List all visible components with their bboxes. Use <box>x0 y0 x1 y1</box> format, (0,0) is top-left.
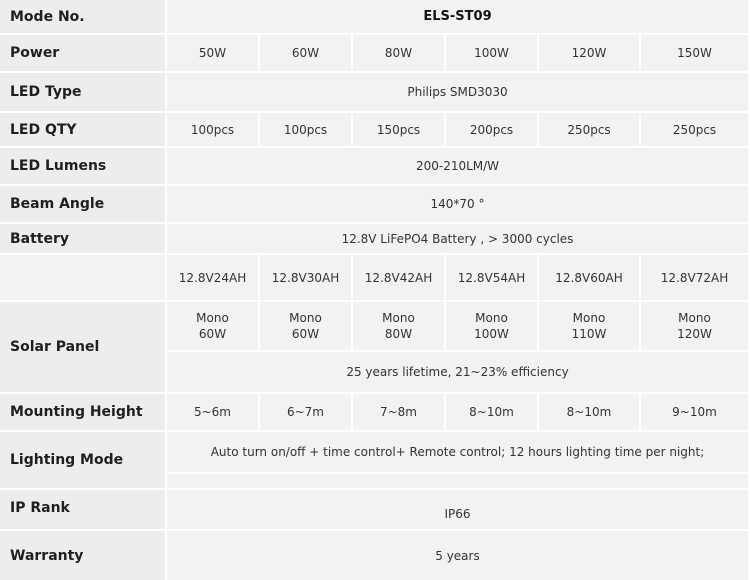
led-qty-value: 250pcs <box>641 113 748 146</box>
mounting-height-label: Mounting Height <box>0 394 165 430</box>
battery-summary: 12.8V LiFePO4 Battery , > 3000 cycles <box>167 224 748 253</box>
mounting-height-value: 9~10m <box>641 394 748 430</box>
battery-capacity: 12.8V72AH <box>641 255 748 300</box>
ip-rank-label: IP Rank <box>0 490 165 529</box>
header-label: Mode No. <box>0 0 165 33</box>
power-value: 150W <box>641 35 748 71</box>
led-qty-value: 100pcs <box>260 113 351 146</box>
mounting-height-value: 5~6m <box>167 394 258 430</box>
battery-label-extension <box>0 255 165 300</box>
model-number: ELS-ST09 <box>167 0 748 33</box>
solar-panel-value: Mono 100W <box>446 302 537 350</box>
lighting-mode-label: Lighting Mode <box>0 432 165 488</box>
led-qty-value: 250pcs <box>539 113 639 146</box>
power-value: 120W <box>539 35 639 71</box>
lighting-mode-value: Auto turn on/off + time control+ Remote control; 12 hours lighting time per night; <box>167 432 748 472</box>
led-qty-value: 200pcs <box>446 113 537 146</box>
led-lumens-label: LED Lumens <box>0 148 165 184</box>
solar-panel-value: Mono 110W <box>539 302 639 350</box>
ip-rank-value: IP66 <box>167 490 748 529</box>
led-lumens-value: 200-210LM/W <box>167 148 748 184</box>
battery-capacity: 12.8V30AH <box>260 255 351 300</box>
power-value: 50W <box>167 35 258 71</box>
solar-panel-value: Mono 80W <box>353 302 444 350</box>
power-value: 100W <box>446 35 537 71</box>
battery-capacity: 12.8V54AH <box>446 255 537 300</box>
power-value: 60W <box>260 35 351 71</box>
solar-panel-summary: 25 years lifetime, 21~23% efficiency <box>167 352 748 392</box>
beam-angle-value: 140*70 ° <box>167 186 748 222</box>
power-label: Power <box>0 35 165 71</box>
led-type-label: LED Type <box>0 73 165 111</box>
battery-label: Battery <box>0 224 165 253</box>
mounting-height-value: 8~10m <box>446 394 537 430</box>
mounting-height-value: 8~10m <box>539 394 639 430</box>
warranty-value: 5 years <box>167 531 748 580</box>
battery-capacity: 12.8V24AH <box>167 255 258 300</box>
led-qty-label: LED QTY <box>0 113 165 146</box>
lighting-mode-spacer <box>167 474 748 488</box>
solar-panel-value: Mono 60W <box>260 302 351 350</box>
solar-panel-value: Mono 60W <box>167 302 258 350</box>
led-qty-value: 150pcs <box>353 113 444 146</box>
power-value: 80W <box>353 35 444 71</box>
led-qty-value: 100pcs <box>167 113 258 146</box>
battery-capacity: 12.8V60AH <box>539 255 639 300</box>
warranty-label: Warranty <box>0 531 165 580</box>
mounting-height-value: 7~8m <box>353 394 444 430</box>
solar-panel-value: Mono 120W <box>641 302 748 350</box>
led-type-value: Philips SMD3030 <box>167 73 748 111</box>
beam-angle-label: Beam Angle <box>0 186 165 222</box>
mounting-height-value: 6~7m <box>260 394 351 430</box>
battery-capacity: 12.8V42AH <box>353 255 444 300</box>
solar-panel-label: Solar Panel <box>0 302 165 392</box>
